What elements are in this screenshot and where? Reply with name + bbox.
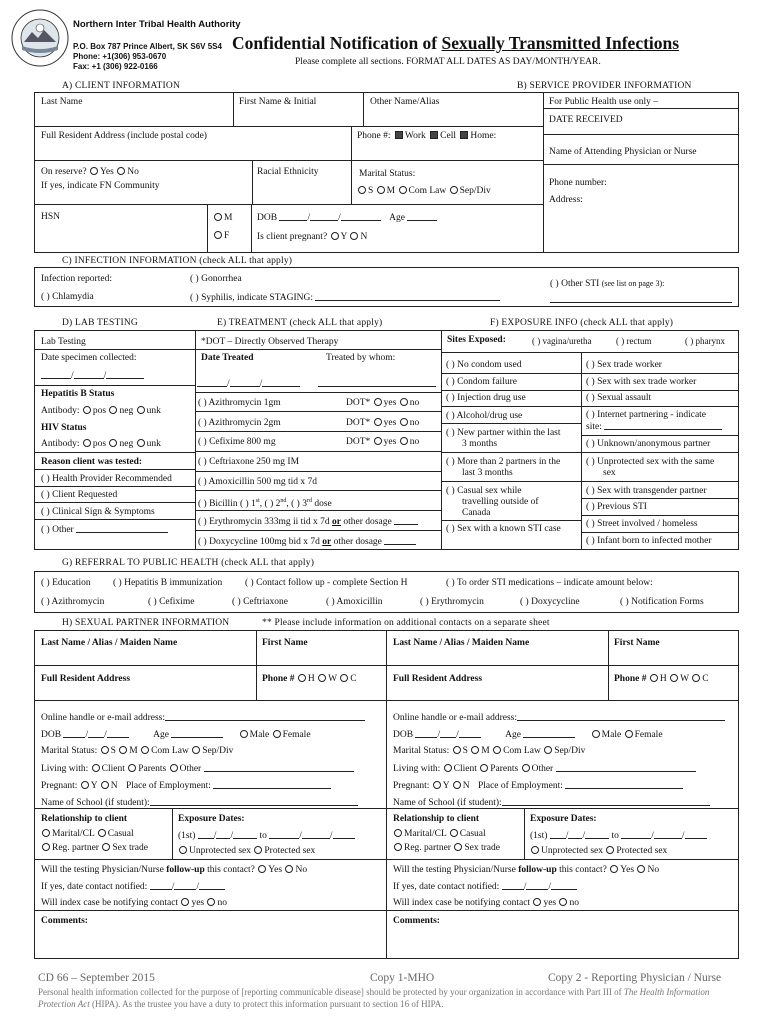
exposure-infant[interactable]: ( ) Infant born to infected mother — [586, 536, 712, 546]
date-treated-field[interactable]: / / — [197, 378, 300, 390]
dot-legend: *DOT – Directly Observed Therapy — [201, 337, 339, 347]
p2-protection[interactable]: Unprotected sex Protected sex — [530, 846, 667, 857]
bicillin[interactable]: ( ) Bicillin ( ) 1st, ( ) 2nd, ( ) 3rd dose — [198, 498, 332, 510]
p1-followup-field[interactable]: Will the testing Physician/Nurse follow-up this contact? Yes No — [41, 865, 308, 875]
doxycycline[interactable]: ( ) Doxycycline 100mg bid x 7d or other dosage — [198, 536, 416, 548]
p1-exposure-label: Exposure Dates: — [178, 814, 245, 824]
section-b-heading: B) SERVICE PROVIDER INFORMATION — [517, 81, 692, 91]
fn-community-label: If yes, indicate FN Community — [41, 181, 160, 191]
p2-comments-label: Comments: — [393, 916, 440, 926]
exposure-same-sex-cont: sex — [603, 468, 616, 478]
exposure-casual-travel-cont1: travelling outside of — [462, 497, 539, 507]
racial-label: Racial Ethnicity — [257, 167, 319, 177]
p1-address-label: Full Resident Address — [41, 674, 131, 684]
cefixime-dot[interactable]: DOT* yes no — [346, 437, 420, 447]
p2-online-field[interactable]: Online handle or e-mail address: — [393, 712, 725, 724]
chlamydia-option[interactable]: ( ) Chlamydia — [41, 292, 94, 302]
provider-phone-label: Phone number: — [549, 178, 607, 188]
marital-options[interactable]: S M Com Law Sep/Div — [357, 186, 491, 197]
section-e-heading: E) TREATMENT (check ALL that apply) — [217, 318, 383, 328]
reason-client[interactable]: ( ) Client Requested — [41, 490, 118, 500]
site-rectum[interactable]: ( ) rectum — [616, 336, 652, 346]
p1-phone-field[interactable]: Phone # H W C — [262, 674, 357, 684]
exposure-new-partner[interactable]: ( ) New partner within the last — [446, 428, 561, 438]
reason-provider[interactable]: ( ) Health Provider Recommended — [41, 474, 172, 484]
referral-contact-follow-up[interactable]: ( ) Contact follow up - complete Section H — [245, 578, 408, 588]
order-amoxicillin[interactable]: ( ) Amoxicillin — [326, 597, 383, 607]
p2-address-label: Full Resident Address — [393, 674, 483, 684]
p1-school-field[interactable]: Name of School (if student): — [41, 797, 358, 809]
amoxicillin[interactable]: ( ) Amoxicillin 500 mg tid x 7d — [198, 477, 318, 487]
section-h-heading: H) SEXUAL PARTNER INFORMATION — [62, 618, 230, 628]
p1-marital-field[interactable]: Marital Status: S M Com Law Sep/Div — [41, 746, 234, 756]
copy-2-label: Copy 2 - Reporting Physician / Nurse — [548, 972, 722, 984]
exposure-multi-partner[interactable]: ( ) More than 2 partners in the — [446, 457, 561, 467]
p2-phone-field[interactable]: Phone # H W C — [614, 674, 709, 684]
exposure-casual-travel-cont2: Canada — [462, 508, 491, 518]
gonorrhea-option[interactable]: ( ) Gonorrhea — [190, 274, 242, 284]
referral-order-meds[interactable]: ( ) To order STI medications – indicate amount below: — [446, 578, 653, 588]
hiv-antibody[interactable]: Antibody: pos neg unk — [41, 439, 161, 449]
phone-field[interactable]: Phone #: Work Cell Home: — [357, 131, 497, 141]
hsn-label: HSN — [41, 212, 61, 222]
hiv-label: HIV Status — [41, 423, 87, 433]
section-d-heading: D) LAB TESTING — [62, 318, 138, 328]
order-cefixime[interactable]: ( ) Cefixime — [148, 597, 195, 607]
p1-relationship-label: Relationship to client — [41, 814, 128, 824]
exposure-previous-sti[interactable]: ( ) Previous STI — [586, 502, 647, 512]
date-treated-label: Date Treated — [201, 353, 254, 363]
p1-dob-field[interactable]: DOB / / Age Male Female — [41, 730, 311, 740]
sites-exposed-label: Sites Exposed: — [447, 335, 506, 345]
exposure-alcohol[interactable]: ( ) Alcohol/drug use — [446, 411, 523, 421]
p1-living-field[interactable]: Living with: Client Parents Other — [41, 763, 354, 775]
syphilis-option[interactable]: ( ) Syphilis, indicate STAGING: — [190, 292, 500, 304]
referral-education[interactable]: ( ) Education — [41, 578, 91, 588]
site-vagina[interactable]: ( ) vagina/uretha — [532, 336, 592, 346]
last-name-label: Last Name — [41, 97, 83, 107]
provider-address-label: Address: — [549, 195, 583, 205]
form-id: CD 66 – September 2015 — [38, 972, 155, 984]
p2-living-field[interactable]: Living with: Client Parents Other — [393, 763, 696, 775]
ph-only-label: For Public Health use only – — [549, 97, 658, 107]
other-name-label: Other Name/Alias — [370, 97, 440, 107]
dob-field[interactable]: DOB / / Age — [257, 212, 437, 224]
p1-exposure-dates[interactable]: (1st) / / to / / — [178, 830, 355, 842]
p2-exposure-dates[interactable]: (1st) / / to / / — [530, 830, 707, 842]
p2-followup-field[interactable]: Will the testing Physician/Nurse follow-up this contact? Yes No — [393, 865, 660, 875]
p1-online-field[interactable]: Online handle or e-mail address: — [41, 712, 365, 724]
reason-other[interactable]: ( ) Other — [41, 524, 168, 536]
azithromycin-1gm[interactable]: ( ) Azithromycin 1gm — [198, 398, 281, 408]
ceftriaxone[interactable]: ( ) Ceftriaxone 250 mg IM — [198, 457, 300, 467]
copy-1-label: Copy 1-MHO — [370, 972, 435, 984]
reserve-yes-radio[interactable] — [90, 167, 98, 175]
p1-pregnant-field[interactable]: Pregnant: Y N Place of Employment: — [41, 780, 331, 792]
order-doxycycline[interactable]: ( ) Doxycycline — [520, 597, 580, 607]
exposure-new-partner-cont: 3 months — [462, 439, 498, 449]
logo — [10, 8, 70, 68]
p2-relationship-row2[interactable]: Reg. partner Sex trade — [393, 843, 500, 854]
order-ceftriaxone[interactable]: ( ) Ceftriaxone — [232, 597, 288, 607]
exposure-sexual-assault[interactable]: ( ) Sexual assault — [586, 393, 652, 403]
p2-dob-field[interactable]: DOB / / Age Male Female — [393, 730, 663, 740]
reason-label: Reason client was tested: — [41, 457, 143, 467]
org-fax: Fax: +1 (306) 922-0166 — [73, 62, 158, 71]
work-checkbox[interactable] — [395, 131, 403, 139]
home-checkbox[interactable] — [460, 131, 468, 139]
date-collected-label: Date specimen collected: — [41, 353, 137, 363]
exposure-multi-partner-cont: last 3 months — [462, 468, 513, 478]
form-title: Confidential Notification of Sexually Transmitted Infections — [232, 33, 680, 53]
order-azithromycin[interactable]: ( ) Azithromycin — [41, 597, 105, 607]
p1-relationship-row1[interactable]: Marital/CL Casual — [41, 829, 134, 840]
exposure-sex-trade-worker[interactable]: ( ) Sex trade worker — [586, 360, 662, 370]
order-erythromycin[interactable]: ( ) Erythromycin — [420, 597, 484, 607]
on-reserve-field[interactable]: On reserve? Yes No — [41, 167, 139, 177]
exposure-injection[interactable]: ( ) Injection drug use — [446, 393, 526, 403]
marital-label: Marital Status: — [359, 169, 416, 179]
physician-label: Name of Attending Physician or Nurse — [549, 147, 697, 157]
p1-first-name-label: First Name — [262, 638, 308, 648]
p1-relationship-row2[interactable]: Reg. partner Sex trade — [41, 843, 148, 854]
p2-school-field[interactable]: Name of School (if student): — [393, 797, 710, 809]
erythromycin[interactable]: ( ) Erythromycin 333mg ii tid x 7d or other dosage — [198, 516, 418, 528]
form-subtitle: Please complete all sections. FORMAT ALL DATES AS DAY/MONTH/YEAR. — [295, 57, 601, 67]
section-f-heading: F) EXPOSURE INFO (check ALL that apply) — [490, 318, 674, 328]
date-collected-field[interactable]: / / — [41, 370, 144, 382]
azi2-dot[interactable]: DOT* yes no — [346, 418, 420, 428]
other-sti-option[interactable]: ( ) Other STI (see list on page 3): — [550, 279, 665, 289]
first-name-label: First Name & Initial — [239, 97, 317, 107]
exposure-transgender[interactable]: ( ) Sex with transgender partner — [586, 486, 707, 496]
referral-hep-b[interactable]: ( ) Hepatitis B immunization — [113, 578, 223, 588]
exposure-street[interactable]: ( ) Street involved / homeless — [586, 519, 698, 529]
sex-f-radio[interactable]: F — [213, 231, 229, 242]
p2-exposure-label: Exposure Dates: — [530, 814, 597, 824]
treated-by-field[interactable] — [318, 378, 436, 390]
exposure-casual-travel[interactable]: ( ) Casual sex while — [446, 486, 522, 496]
hep-b-label: Hepatitis B Status — [41, 389, 115, 399]
p2-relationship-row1[interactable]: Marital/CL Casual — [393, 829, 486, 840]
site-pharynx[interactable]: ( ) pharynx — [685, 336, 725, 346]
treated-by-label: Treated by whom: — [326, 353, 396, 363]
date-received-label: DATE RECEIVED — [549, 115, 623, 125]
infection-reported-label: Infection reported: — [41, 274, 112, 284]
sex-m-radio[interactable]: M — [213, 213, 232, 224]
p2-date-notified[interactable]: If yes, date contact notified: / / — [393, 881, 577, 893]
lab-testing-label: Lab Testing — [41, 337, 86, 347]
org-name: Northern Inter Tribal Health Authority — [73, 19, 241, 30]
hep-b-antibody[interactable]: Antibody: pos neg unk — [41, 406, 161, 416]
exposure-anonymous[interactable]: ( ) Unknown/anonymous partner — [586, 439, 711, 449]
azi1-dot[interactable]: DOT* yes no — [346, 398, 420, 408]
org-phone: Phone: +1(306) 953-0670 — [73, 52, 167, 61]
p1-protection[interactable]: Unprotected sex Protected sex — [178, 846, 315, 857]
exposure-no-condom[interactable]: ( ) No condom used — [446, 360, 522, 370]
p1-last-name-label: Last Name / Alias / Maiden Name — [41, 638, 178, 648]
exposure-internet[interactable]: ( ) Internet partnering - indicate — [586, 410, 707, 420]
reserve-no-radio[interactable] — [117, 167, 125, 175]
p1-date-notified[interactable]: If yes, date contact notified: / / — [41, 881, 225, 893]
exposure-sti-case[interactable]: ( ) Sex with a known STI case — [446, 524, 561, 534]
p2-last-name-label: Last Name / Alias / Maiden Name — [393, 638, 530, 648]
p1-comments-label: Comments: — [41, 916, 88, 926]
p2-index-case[interactable]: Will index case be notifying contact yes no — [393, 898, 579, 908]
exposure-internet-site[interactable]: site: — [586, 421, 722, 433]
p2-relationship-label: Relationship to client — [393, 814, 480, 824]
privacy-notice: Personal health information collected for the purpose of [reporting communicable disease] should be protected by your organization in accordance with Part III of The Health Information Protection Act (HIPA). As the trustee you have a duty to protect this information pursuant to section 16 of HIPA. — [38, 987, 710, 1009]
section-g-heading: G) REFERRAL TO PUBLIC HEALTH (check ALL that apply) — [62, 558, 315, 568]
exposure-same-sex[interactable]: ( ) Unprotected sex with the same — [586, 457, 715, 467]
p2-first-name-label: First Name — [614, 638, 660, 648]
cefixime[interactable]: ( ) Cefixime 800 mg — [198, 437, 276, 447]
exposure-condom-failure[interactable]: ( ) Condom failure — [446, 377, 517, 387]
order-notification-forms[interactable]: ( ) Notification Forms — [620, 597, 704, 607]
section-a-heading: A) CLIENT INFORMATION — [62, 81, 181, 91]
address-label: Full Resident Address (include postal code) — [41, 131, 207, 141]
section-c-heading: C) INFECTION INFORMATION (check ALL that apply) — [62, 256, 293, 266]
exposure-sex-with-sex-trade[interactable]: ( ) Sex with sex trade worker — [586, 377, 697, 387]
section-h-note: ** Please include information on additional contacts on a separate sheet — [262, 618, 550, 628]
pregnant-field[interactable]: Is client pregnant? Y N — [257, 232, 368, 242]
p1-index-case[interactable]: Will index case be notifying contact yes no — [41, 898, 227, 908]
reason-clinical[interactable]: ( ) Clinical Sign & Symptoms — [41, 507, 155, 517]
p2-marital-field[interactable]: Marital Status: S M Com Law Sep/Div — [393, 746, 586, 756]
azithromycin-2gm[interactable]: ( ) Azithromycin 2gm — [198, 418, 281, 428]
cell-checkbox[interactable] — [430, 131, 438, 139]
org-address: P.O. Box 787 Prince Albert, SK S6V 5S4 — [73, 42, 222, 51]
p2-pregnant-field[interactable]: Pregnant: Y N Place of Employment: — [393, 780, 683, 792]
